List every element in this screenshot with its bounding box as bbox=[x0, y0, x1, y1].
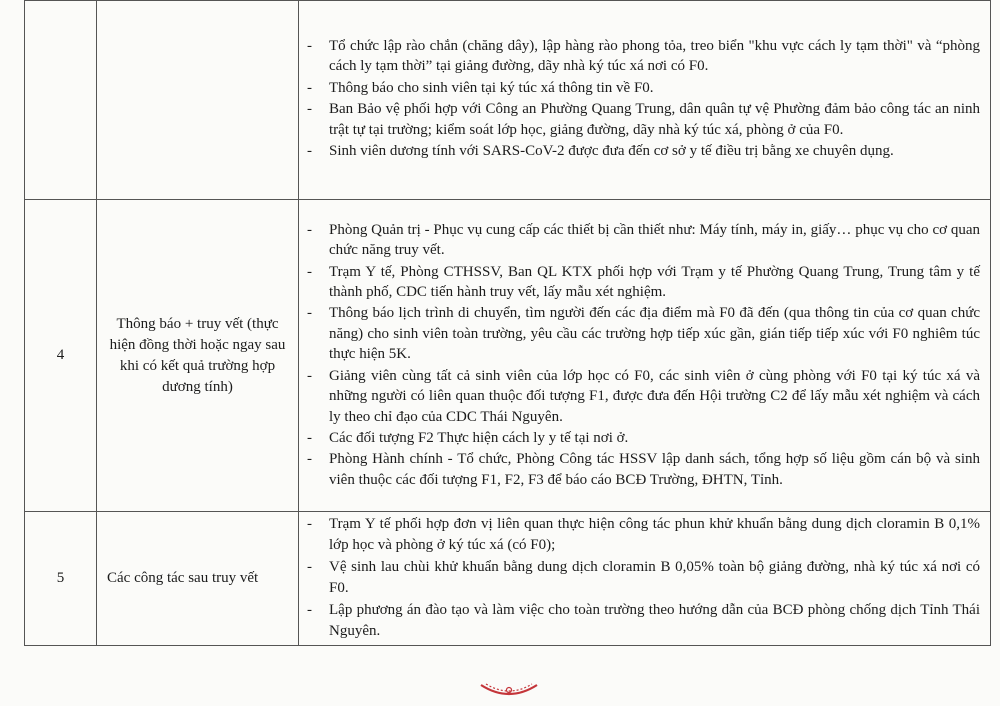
list-item: - Lập phương án đào tạo và làm việc cho toàn trường theo hướng dẫn của BCĐ phòng chống dịch Tỉnh Thái Nguyên. bbox=[307, 602, 980, 639]
item-text: Phòng Hành chính - Tổ chức, Phòng Công tác HSSV lập danh sách, tổng hợp số liệu gồm cán bộ và sinh viên thuộc các đối tượng F1, F2, F3 để báo cáo BCĐ Trường, ĐHTN, Tỉnh. bbox=[329, 451, 980, 488]
detail-list bbox=[299, 512, 990, 645]
list-item: - Các đối tượng F2 Thực hiện cách ly y tế tại nơi ở. bbox=[307, 429, 629, 446]
item-text: Thông báo cho sinh viên tại ký túc xá thông tin về F0. bbox=[329, 79, 654, 96]
list-item: - Vệ sinh lau chùi khử khuẩn bằng dung dịch cloramin B 0,05% toàn bộ giảng đường, nhà ký túc xá nơi có F0. bbox=[307, 559, 980, 596]
list-item: - Thông báo cho sinh viên tại ký túc xá thông tin về F0. bbox=[307, 79, 654, 96]
list-item: - Phòng Quản trị - Phục vụ cung cấp các thiết bị cần thiết như: Máy tính, máy in, giấy… phục vụ cho cơ quan chức năng truy vết. bbox=[307, 221, 980, 259]
detail-list bbox=[299, 218, 990, 493]
list-item: - Sinh viên dương tính với SARS-CoV-2 được đưa đến cơ sở y tế điều trị bằng xe chuyên dụng. bbox=[307, 143, 894, 159]
list-item: - Trạm Y tế phối hợp đơn vị liên quan thực hiện công tác phun khử khuẩn bằng dung dịch cloramin B 0,1% lớp học và phòng ở ký túc xá (có F0); bbox=[307, 516, 980, 553]
item-text: Ban Bảo vệ phối hợp với Công an Phường Quang Trung, dân quân tự vệ Phường đảm bảo công tác an ninh trật tự tại trường; kiểm soát lớp học, giảng đường, dãy nhà ký túc xá, phòng ở của F0. bbox=[329, 101, 980, 138]
detail-cell bbox=[299, 1, 991, 200]
item-text: Các đối tượng F2 Thực hiện cách ly y tế tại nơi ở. bbox=[329, 429, 629, 446]
detail-list bbox=[299, 36, 990, 165]
list-item: - Giảng viên cùng tất cả sinh viên của lớp học có F0, các sinh viên ở cùng phòng với F0 tại ký túc xá và những người có liên quan thuộc đối tượng F1, được đưa đến Hội trường C2 để lấy mẫu xét nghiệm và cách ly theo chỉ đạo của CDC Thái Nguyên. bbox=[307, 367, 980, 425]
plan-table bbox=[24, 0, 991, 646]
detail-cell bbox=[299, 200, 991, 512]
item-text: Sinh viên dương tính với SARS-CoV-2 được đưa đến cơ sở y tế điều trị bằng xe chuyên dụng. bbox=[329, 143, 894, 159]
detail-cell bbox=[299, 512, 991, 646]
item-text: Giảng viên cùng tất cả sinh viên của lớp học có F0, các sinh viên ở cùng phòng với F0 tại ký túc xá và những người có liên quan thuộc đối tượng F1, được đưa đến Hội trường C2 để lấy mẫu xét nghiệm và cách ly theo chỉ đạo của CDC Thái Nguyên. bbox=[329, 367, 980, 425]
row-number: 5 bbox=[56, 570, 65, 586]
table-row bbox=[25, 1, 991, 200]
row-number-cell bbox=[25, 512, 97, 646]
item-text: Lập phương án đào tạo và làm việc cho toàn trường theo hướng dẫn của BCĐ phòng chống dịch Tỉnh Thái Nguyên. bbox=[329, 602, 980, 639]
table-row bbox=[25, 200, 991, 512]
table-row bbox=[25, 512, 991, 646]
row-number-cell bbox=[25, 200, 97, 512]
item-text: Tổ chức lập rào chắn (chăng dây), lập hàng rào phong tỏa, treo biển "khu vực cách ly tạm thời" và “phòng cách ly tạm thời” tại giảng đường, dãy nhà ký túc xá nơi có F0. bbox=[329, 37, 980, 74]
list-item: - Tổ chức lập rào chắn (chăng dây), lập hàng rào phong tỏa, treo biển "khu vực cách ly tạm thời" và “phòng cách ly tạm thời” tại giảng đường, dãy nhà ký túc xá nơi có F0. bbox=[307, 37, 980, 74]
item-text: Trạm Y tế phối hợp đơn vị liên quan thực hiện công tác phun khử khuẩn bằng dung dịch cloramin B 0,1% lớp học và phòng ở ký túc xá (có F0); bbox=[329, 516, 980, 553]
item-text: Vệ sinh lau chùi khử khuẩn bằng dung dịch cloramin B 0,05% toàn bộ giảng đường, nhà ký túc xá nơi có F0. bbox=[329, 559, 980, 596]
step-cell bbox=[97, 1, 299, 200]
list-item: - Ban Bảo vệ phối hợp với Công an Phường Quang Trung, dân quân tự vệ Phường đảm bảo công tác an ninh trật tự tại trường; kiểm soát lớp học, giảng đường, dãy nhà ký túc xá, phòng ở của F0. bbox=[307, 101, 980, 138]
step-title: Các công tác sau truy vết bbox=[107, 570, 259, 586]
step-cell bbox=[97, 200, 299, 512]
row-number-cell bbox=[25, 1, 97, 200]
item-text: Trạm Y tế, Phòng CTHSSV, Ban QL KTX phối hợp với Trạm y tế Phường Quang Trung, Trung tâm y tế thành phố, CDC tiến hành truy vết, lấy mẫu xét nghiệm. bbox=[329, 263, 980, 301]
step-cell bbox=[97, 512, 299, 646]
row-number: 4 bbox=[56, 347, 65, 363]
list-item: - Thông báo lịch trình di chuyển, tìm người đến các địa điểm mà F0 đã đến (qua thông tin của cơ quan chức năng) cho sinh viên toàn trường, yêu cầu các trường hợp tiếp xúc gần, gián tiếp tiếp xúc với F0 nghiêm túc thực hiện 5K. bbox=[307, 305, 980, 363]
step-title: Thông báo + truy vết (thực hiện đồng thời hoặc ngay sau khi có kết quả trường hợp dương tính) bbox=[109, 315, 286, 395]
item-text: Thông báo lịch trình di chuyển, tìm người đến các địa điểm mà F0 đã đến (qua thông tin của cơ quan chức năng) cho sinh viên toàn trường, yêu cầu các trường hợp tiếp xúc gần, gián tiếp tiếp xúc với F0 nghiêm túc thực hiện 5K. bbox=[329, 305, 980, 363]
item-text: Phòng Quản trị - Phục vụ cung cấp các thiết bị cần thiết như: Máy tính, máy in, giấy… phục vụ cho cơ quan chức năng truy vết. bbox=[329, 221, 980, 259]
red-stamp-mark bbox=[478, 676, 540, 702]
list-item: - Trạm Y tế, Phòng CTHSSV, Ban QL KTX phối hợp với Trạm y tế Phường Quang Trung, Trung tâm y tế thành phố, CDC tiến hành truy vết, lấy mẫu xét nghiệm. bbox=[307, 263, 980, 301]
list-item: - Phòng Hành chính - Tổ chức, Phòng Công tác HSSV lập danh sách, tổng hợp số liệu gồm cán bộ và sinh viên thuộc các đối tượng F1, F2, F3 để báo cáo BCĐ Trường, ĐHTN, Tỉnh. bbox=[307, 451, 980, 488]
stamp-dot bbox=[507, 688, 512, 693]
